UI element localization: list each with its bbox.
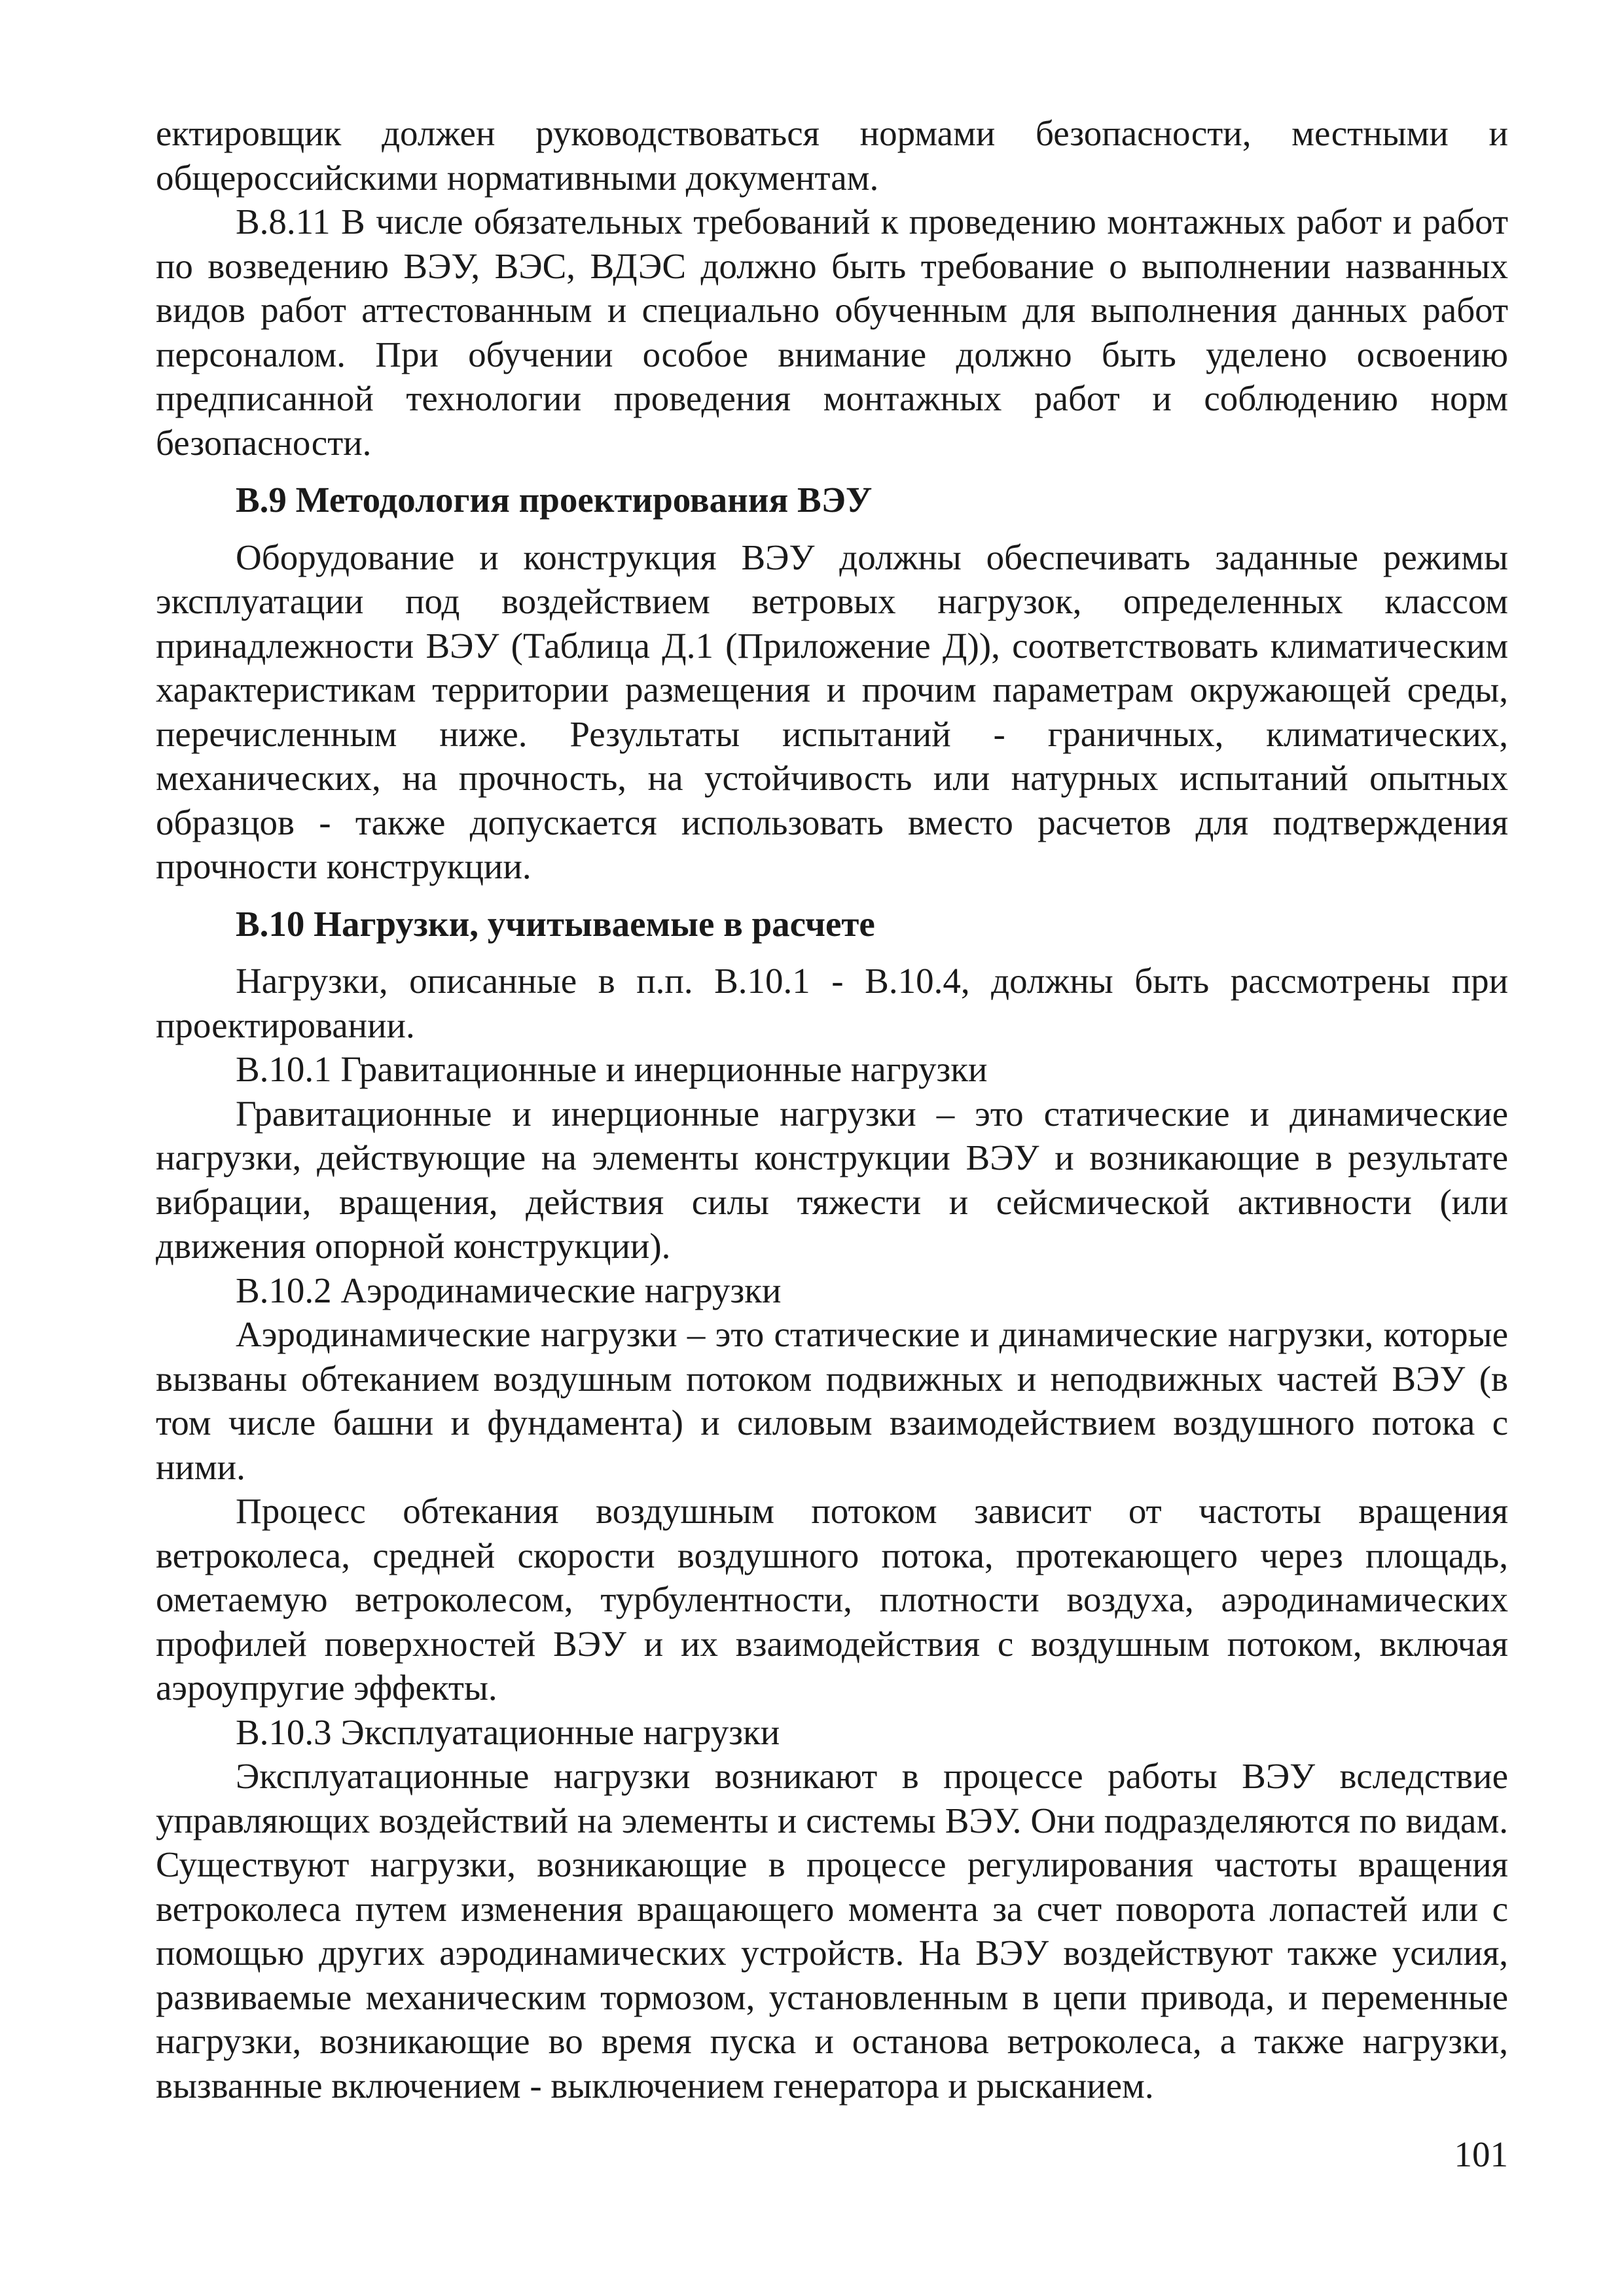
section-heading-b9: В.9 Методология проектирования ВЭУ	[236, 480, 873, 520]
paragraph-b10-3-body: Эксплуатационные нагрузки возникают в процессе работы ВЭУ вследствие управляющих воздействий на элементы и системы ВЭУ. Они подразделяются по видам. Существуют нагрузки, возникающие в процессе регулирования частоты вращения ветроколеса путем изменения вращающего момента за счет поворота лопастей или с помощью других аэродинамических устройств. На ВЭУ воздействуют также усилия, развиваемые механическим тормозом, установленным в цепи привода, и переменные нагрузки, возникающие во время пуска и останова ветроколеса, а также нагрузки, вызванные включением - выключением генератора и рысканием.	[156, 1756, 1508, 2106]
page-number: 101	[1454, 2134, 1508, 2174]
paragraph-continuation: ектировщик должен руководствоваться нормами безопасности, местными и общероссийскими нормативными документам.	[156, 113, 1508, 198]
paragraph-b8-11: В.8.11 В числе обязательных требований к проведению монтажных работ и работ по возведению ВЭУ, ВЭС, ВДЭС должно быть требование о выполнении названных видов работ аттестованным и специально обученным для выполнения данных работ персоналом. При обучении особое внимание должно быть уделено освоению предписанной технологии проведения монтажных работ и соблюдению норм безопасности.	[156, 202, 1508, 463]
subsection-title-b10-1: В.10.1 Гравитационные и инерционные нагрузки	[236, 1049, 988, 1089]
paragraph-b10-1-body: Гравитационные и инерционные нагрузки – это статические и динамические нагрузки, действующие на элементы конструкции ВЭУ и возникающие в результате вибрации, вращения, действия силы тяжести и сейсмической активности (или движения опорной конструкции).	[156, 1093, 1508, 1266]
paragraph-b10-2-body-1: Аэродинамические нагрузки – это статические и динамические нагрузки, которые вызваны обтеканием воздушным потоком подвижных и неподвижных частей ВЭУ (в том числе башни и фундамента) и силовым взаимодействием воздушного потока с ними.	[156, 1314, 1508, 1487]
paragraph-b10-2-body-2: Процесс обтекания воздушным потоком зависит от частоты вращения ветроколеса, средней скорости воздушного потока, протекающего через площадь, ометаемую ветроколесом, турбулентности, плотности воздуха, аэродинамических профилей поверхностей ВЭУ и их взаимодействия с воздушным потоком, включая аэроупругие эффекты.	[156, 1491, 1508, 1708]
section-heading-b10: В.10 Нагрузки, учитываемые в расчете	[236, 903, 875, 944]
document-page	[156, 111, 1508, 2108]
paragraph-b9-body: Оборудование и конструкция ВЭУ должны обеспечивать заданные режимы эксплуатации под воздействием ветровых нагрузок, определенных классом принадлежности ВЭУ (Таблица Д.1 (Приложение Д)), соответствовать климатическим характеристикам территории размещения и прочим параметрам окружающей среды, перечисленным ниже. Результаты испытаний - граничных, климатических, механических, на прочность, на устойчивость или натурных испытаний опытных образцов - также допускается использовать вместо расчетов для подтверждения прочности конструкции.	[156, 537, 1508, 886]
subsection-title-b10-2: В.10.2 Аэродинамические нагрузки	[236, 1270, 782, 1310]
paragraph-b10-intro: Нагрузки, описанные в п.п. В.10.1 - В.10.4, должны быть рассмотрены при проектировании.	[156, 961, 1508, 1045]
subsection-title-b10-3: В.10.3 Эксплуатационные нагрузки	[236, 1712, 780, 1752]
